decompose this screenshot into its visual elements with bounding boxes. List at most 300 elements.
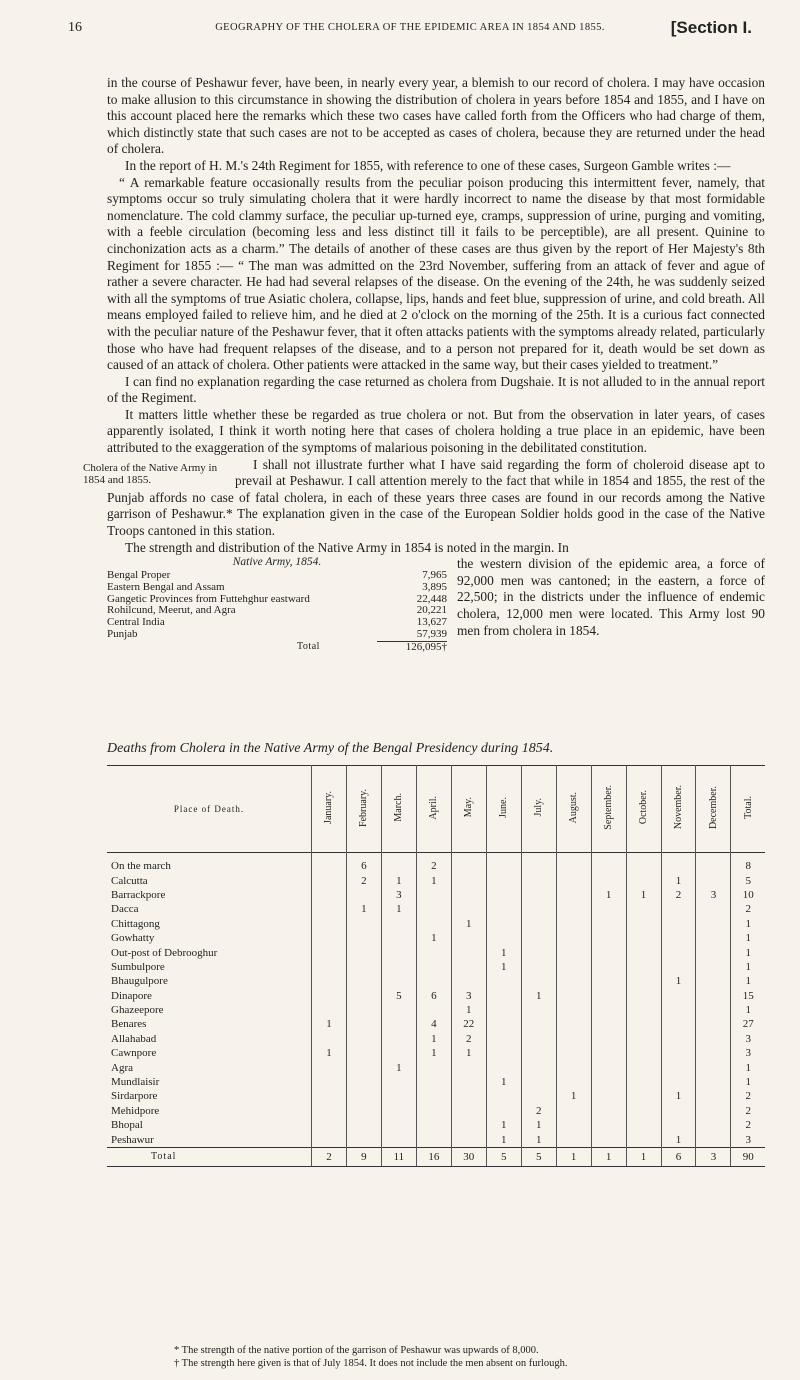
running-title: GEOGRAPHY OF THE CHOLERA OF THE EPIDEMIC AREA IN 1854 AND 1855. bbox=[215, 22, 605, 33]
table-body bbox=[107, 853, 765, 1167]
count-cell bbox=[591, 853, 626, 874]
table-row bbox=[107, 1046, 765, 1060]
month-header bbox=[556, 766, 591, 853]
count-cell bbox=[486, 902, 521, 916]
count-cell bbox=[591, 1032, 626, 1046]
place-cell: Sumbulpore bbox=[111, 960, 165, 973]
month-header bbox=[312, 766, 347, 853]
table-row bbox=[107, 1118, 765, 1132]
count-cell bbox=[591, 1003, 626, 1017]
month-header bbox=[486, 766, 521, 853]
count-cell bbox=[486, 888, 521, 902]
count-cell bbox=[696, 1132, 731, 1147]
footnote-dagger: † The strength here given is that of July 1854. It does not include the men absent on furlough. bbox=[174, 1357, 568, 1369]
region-strength: 22,448 bbox=[416, 592, 447, 605]
table-row bbox=[107, 945, 765, 959]
month-header bbox=[381, 766, 416, 853]
count-cell: 4 bbox=[416, 1017, 451, 1031]
count-cell: 5 bbox=[731, 873, 765, 887]
place-cell: Dinapore bbox=[111, 989, 152, 1002]
region-name: Eastern Bengal and Assam bbox=[107, 580, 225, 593]
count-cell bbox=[696, 1104, 731, 1118]
count-cell: 3 bbox=[731, 1046, 765, 1060]
count-cell bbox=[416, 1118, 451, 1132]
table-row bbox=[107, 1032, 765, 1046]
count-cell bbox=[521, 853, 556, 874]
place-cell: Agra bbox=[111, 1061, 133, 1074]
count-cell bbox=[312, 1104, 347, 1118]
count-cell bbox=[521, 1003, 556, 1017]
count-cell: 8 bbox=[731, 853, 765, 874]
count-cell: 1 bbox=[416, 873, 451, 887]
count-cell bbox=[312, 1075, 347, 1089]
place-cell: Ghazeepore bbox=[111, 1004, 164, 1017]
count-cell bbox=[626, 873, 661, 887]
count-cell bbox=[696, 931, 731, 945]
count-cell bbox=[486, 989, 521, 1003]
count-cell bbox=[661, 1118, 696, 1132]
count-cell bbox=[626, 917, 661, 931]
count-cell bbox=[661, 1046, 696, 1060]
month-header bbox=[731, 766, 765, 853]
count-cell bbox=[486, 1060, 521, 1074]
month-header bbox=[591, 766, 626, 853]
count-cell bbox=[486, 1003, 521, 1017]
count-cell bbox=[626, 931, 661, 945]
count-cell bbox=[591, 1132, 626, 1147]
count-cell bbox=[346, 989, 381, 1003]
count-cell bbox=[451, 1104, 486, 1118]
paragraph: the western division of the epidemic area, a force of 92,000 men was cantoned; in the eastern, a force of 22,500; in the districts under the influence of endemic cholera, 12,000 men were located. This Army lost 90 men from cholera in 1854. bbox=[457, 556, 765, 638]
count-cell bbox=[626, 1046, 661, 1060]
count-cell bbox=[591, 1089, 626, 1103]
place-header bbox=[107, 766, 312, 853]
table-row bbox=[107, 888, 765, 902]
count-cell bbox=[626, 902, 661, 916]
count-cell bbox=[591, 974, 626, 988]
count-cell bbox=[696, 1089, 731, 1103]
month-header-label: July. bbox=[533, 798, 545, 817]
count-cell bbox=[381, 945, 416, 959]
count-cell bbox=[591, 960, 626, 974]
count-cell bbox=[451, 1075, 486, 1089]
count-cell bbox=[626, 1017, 661, 1031]
count-cell: 2 bbox=[451, 1032, 486, 1046]
count-cell: 1 bbox=[451, 1003, 486, 1017]
count-cell bbox=[661, 902, 696, 916]
count-cell bbox=[521, 1046, 556, 1060]
page-header bbox=[68, 20, 752, 42]
count-cell bbox=[486, 1046, 521, 1060]
count-cell bbox=[486, 1104, 521, 1118]
count-cell bbox=[661, 853, 696, 874]
count-cell bbox=[591, 917, 626, 931]
count-cell bbox=[381, 917, 416, 931]
count-cell bbox=[591, 1046, 626, 1060]
count-cell: 1 bbox=[381, 873, 416, 887]
month-header bbox=[626, 766, 661, 853]
paragraph: The strength and distribution of the Native Army in 1854 is noted in the margin. In bbox=[125, 539, 569, 555]
count-cell bbox=[521, 1032, 556, 1046]
table-caption: Deaths from Cholera in the Native Army of the Bengal Presidency during 1854. bbox=[107, 741, 554, 756]
count-cell bbox=[626, 974, 661, 988]
place-cell: Benares bbox=[111, 1018, 147, 1031]
place-cell: Dacca bbox=[111, 903, 139, 916]
count-cell bbox=[661, 960, 696, 974]
count-cell bbox=[381, 960, 416, 974]
region-name: Bengal Proper bbox=[107, 569, 171, 582]
count-cell bbox=[381, 1017, 416, 1031]
count-cell bbox=[591, 873, 626, 887]
page-number: 16 bbox=[68, 20, 82, 35]
count-cell bbox=[416, 1132, 451, 1147]
place-cell: Bhaugulpore bbox=[111, 975, 168, 988]
month-header-label: June. bbox=[498, 797, 510, 818]
count-cell bbox=[346, 1003, 381, 1017]
count-cell bbox=[312, 1032, 347, 1046]
count-cell bbox=[416, 1089, 451, 1103]
count-cell: 6 bbox=[416, 989, 451, 1003]
count-cell: 1 bbox=[556, 1147, 591, 1166]
count-cell bbox=[626, 1075, 661, 1089]
count-cell bbox=[521, 931, 556, 945]
count-cell: 1 bbox=[661, 974, 696, 988]
count-cell: 30 bbox=[451, 1147, 486, 1166]
count-cell bbox=[556, 1017, 591, 1031]
count-cell bbox=[591, 1118, 626, 1132]
count-cell: 1 bbox=[416, 931, 451, 945]
place-header-label: Place of Death. bbox=[173, 804, 245, 814]
count-cell bbox=[556, 1003, 591, 1017]
count-cell bbox=[381, 931, 416, 945]
month-header-label: March. bbox=[393, 793, 405, 822]
count-cell bbox=[312, 1132, 347, 1147]
count-cell bbox=[521, 945, 556, 959]
count-cell bbox=[556, 1132, 591, 1147]
count-cell: 1 bbox=[521, 1118, 556, 1132]
paragraph: in the course of Peshawur fever, have been, in nearly every year, a blemish to our record of cholera. I may have occasion to make allusion to this circumstance in showing the distribution of cholera in years before 1854 and 1855, and I have on this account placed here the remarks which these two cases have called forth from the Officers who had charge of them, which distinctly state that such cases are not to be accepted as cases of cholera, because they are returned under the head of cholera. bbox=[107, 75, 765, 157]
count-cell bbox=[521, 873, 556, 887]
count-cell bbox=[312, 1060, 347, 1074]
count-cell bbox=[556, 960, 591, 974]
count-cell bbox=[486, 853, 521, 874]
place-cell: Sirdarpore bbox=[111, 1090, 158, 1103]
table-row bbox=[107, 931, 765, 945]
place-cell: Allahabad bbox=[111, 1032, 157, 1045]
region-strength: 3,895 bbox=[422, 580, 447, 593]
count-cell bbox=[416, 902, 451, 916]
count-cell bbox=[486, 1089, 521, 1103]
count-cell: 2 bbox=[731, 1089, 765, 1103]
count-cell bbox=[346, 1132, 381, 1147]
count-cell: 1 bbox=[521, 1132, 556, 1147]
count-cell: 2 bbox=[731, 1118, 765, 1132]
count-cell bbox=[696, 945, 731, 959]
count-cell bbox=[381, 1075, 416, 1089]
count-cell bbox=[661, 1060, 696, 1074]
count-cell bbox=[696, 989, 731, 1003]
count-cell bbox=[556, 873, 591, 887]
table-row bbox=[107, 1003, 765, 1017]
count-cell: 1 bbox=[346, 902, 381, 916]
count-cell: 2 bbox=[661, 888, 696, 902]
count-cell: 2 bbox=[731, 902, 765, 916]
paragraph: It matters little whether these be regarded as true cholera or not. But from the observation in later years, of cases apparently isolated, I think it worth noting here that cases of cholera holding a true place in an epidemic, have been attributed to the exaggeration of the symptoms of malarious poisoning in the debilitated constitution. bbox=[107, 406, 765, 456]
count-cell: 16 bbox=[416, 1147, 451, 1166]
count-cell bbox=[521, 1089, 556, 1103]
region-name: Gangetic Provinces from Futtehghur eastward bbox=[107, 592, 310, 605]
count-cell bbox=[556, 1046, 591, 1060]
count-cell: 1 bbox=[416, 1032, 451, 1046]
count-cell: 1 bbox=[486, 1118, 521, 1132]
count-cell bbox=[451, 902, 486, 916]
count-cell bbox=[661, 945, 696, 959]
region-strength: 7,965 bbox=[422, 569, 447, 582]
month-header bbox=[346, 766, 381, 853]
count-cell bbox=[451, 853, 486, 874]
count-cell: 1 bbox=[451, 917, 486, 931]
count-cell bbox=[451, 931, 486, 945]
table-row bbox=[107, 853, 765, 874]
count-cell bbox=[661, 931, 696, 945]
region-strength: 13,627 bbox=[416, 616, 447, 629]
count-cell bbox=[381, 974, 416, 988]
count-cell bbox=[346, 931, 381, 945]
count-cell: 3 bbox=[731, 1032, 765, 1046]
count-cell bbox=[521, 974, 556, 988]
paragraph: In the report of H. M.'s 24th Regiment for 1855, with reference to one of these cases, Surgeon Gamble writes :— bbox=[125, 157, 731, 173]
count-cell bbox=[381, 1118, 416, 1132]
count-cell bbox=[381, 1003, 416, 1017]
count-cell bbox=[626, 1132, 661, 1147]
count-cell bbox=[661, 1032, 696, 1046]
count-cell bbox=[312, 989, 347, 1003]
region-strength: 57,939 bbox=[416, 628, 447, 640]
count-cell bbox=[346, 1046, 381, 1060]
count-cell bbox=[661, 917, 696, 931]
place-cell: Gowhatty bbox=[111, 932, 155, 945]
section-label: [Section I. bbox=[670, 18, 752, 37]
month-header-label: February. bbox=[358, 788, 370, 827]
native-army-table bbox=[107, 557, 447, 653]
count-cell bbox=[312, 974, 347, 988]
count-cell bbox=[312, 931, 347, 945]
count-cell: 3 bbox=[696, 1147, 731, 1166]
paragraph: I can find no explanation regarding the case returned as cholera from Dugshaie. It is not alluded to in the annual report of the Regiment. bbox=[107, 373, 765, 406]
count-cell bbox=[556, 1104, 591, 1118]
table-row bbox=[107, 1104, 765, 1118]
place-cell: Calcutta bbox=[111, 874, 148, 887]
region-name: Rohilcund, Meerut, and Agra bbox=[107, 604, 236, 617]
count-cell bbox=[521, 1060, 556, 1074]
body-text bbox=[83, 75, 765, 656]
count-cell bbox=[416, 945, 451, 959]
count-cell: 5 bbox=[521, 1147, 556, 1166]
count-cell: 15 bbox=[731, 989, 765, 1003]
count-cell bbox=[696, 1118, 731, 1132]
count-cell bbox=[451, 1060, 486, 1074]
count-cell bbox=[381, 1104, 416, 1118]
count-cell: 2 bbox=[416, 853, 451, 874]
count-cell bbox=[346, 1089, 381, 1103]
place-cell: Mehidpore bbox=[111, 1104, 160, 1117]
count-cell: 1 bbox=[731, 1075, 765, 1089]
count-cell: 27 bbox=[731, 1017, 765, 1031]
count-cell bbox=[416, 888, 451, 902]
native-army-rows bbox=[107, 570, 447, 641]
region-strength: 20,221 bbox=[416, 604, 447, 617]
count-cell: 5 bbox=[381, 989, 416, 1003]
count-cell bbox=[416, 1075, 451, 1089]
count-cell: 1 bbox=[486, 1075, 521, 1089]
count-cell: 1 bbox=[731, 1060, 765, 1074]
count-cell: 1 bbox=[591, 1147, 626, 1166]
count-cell bbox=[661, 1075, 696, 1089]
place-cell: Mundlaisir bbox=[111, 1076, 160, 1089]
count-cell bbox=[416, 1003, 451, 1017]
count-cell bbox=[556, 1075, 591, 1089]
footnotes bbox=[120, 1345, 760, 1370]
count-cell bbox=[556, 989, 591, 1003]
count-cell bbox=[312, 902, 347, 916]
count-cell: 3 bbox=[451, 989, 486, 1003]
count-cell bbox=[346, 1104, 381, 1118]
month-header bbox=[451, 766, 486, 853]
count-cell bbox=[312, 960, 347, 974]
native-army-total: 126,095† bbox=[377, 641, 447, 654]
count-cell bbox=[696, 853, 731, 874]
count-cell: 1 bbox=[381, 1060, 416, 1074]
count-cell bbox=[661, 1017, 696, 1031]
count-cell bbox=[696, 974, 731, 988]
count-cell bbox=[451, 1132, 486, 1147]
count-cell: 1 bbox=[591, 888, 626, 902]
count-cell bbox=[696, 1060, 731, 1074]
count-cell: 3 bbox=[381, 888, 416, 902]
month-header-label: November. bbox=[673, 785, 684, 830]
count-cell bbox=[346, 1017, 381, 1031]
count-cell bbox=[416, 960, 451, 974]
place-cell: On the march bbox=[111, 860, 171, 873]
count-cell bbox=[416, 1060, 451, 1074]
table-header-row bbox=[107, 766, 765, 853]
count-cell: 1 bbox=[731, 931, 765, 945]
count-cell bbox=[556, 931, 591, 945]
place-cell: Bhopal bbox=[111, 1119, 143, 1132]
count-cell: 3 bbox=[696, 888, 731, 902]
native-army-title: Native Army, 1854. bbox=[232, 556, 322, 569]
count-cell bbox=[346, 960, 381, 974]
native-army-total-label: Total bbox=[297, 640, 320, 652]
month-header bbox=[696, 766, 731, 853]
table-row bbox=[107, 1060, 765, 1074]
count-cell bbox=[312, 1118, 347, 1132]
month-header-label: April. bbox=[428, 795, 440, 820]
count-cell bbox=[521, 1075, 556, 1089]
table-total-row bbox=[107, 1147, 765, 1166]
count-cell bbox=[312, 1003, 347, 1017]
count-cell: 11 bbox=[381, 1147, 416, 1166]
count-cell bbox=[346, 1118, 381, 1132]
count-cell: 22 bbox=[451, 1017, 486, 1031]
count-cell bbox=[451, 1089, 486, 1103]
count-cell bbox=[346, 974, 381, 988]
footnote-star: * The strength of the native portion of the garrison of Peshawur was upwards of 8,000. bbox=[174, 1345, 539, 1356]
count-cell: 1 bbox=[312, 1017, 347, 1031]
count-cell: 1 bbox=[451, 1046, 486, 1060]
count-cell bbox=[346, 1060, 381, 1074]
count-cell: 1 bbox=[731, 974, 765, 988]
month-header bbox=[521, 766, 556, 853]
count-cell bbox=[556, 853, 591, 874]
table-row bbox=[107, 1089, 765, 1103]
count-cell: 2 bbox=[312, 1147, 347, 1166]
count-cell: 9 bbox=[346, 1147, 381, 1166]
count-cell bbox=[486, 873, 521, 887]
month-header-label: January. bbox=[323, 791, 335, 824]
table-row bbox=[107, 1132, 765, 1147]
count-cell bbox=[626, 1089, 661, 1103]
count-cell bbox=[521, 888, 556, 902]
count-cell: 1 bbox=[626, 1147, 661, 1166]
count-cell bbox=[486, 917, 521, 931]
month-header bbox=[661, 766, 696, 853]
count-cell bbox=[521, 1017, 556, 1031]
count-cell: 2 bbox=[521, 1104, 556, 1118]
count-cell bbox=[661, 1003, 696, 1017]
count-cell bbox=[521, 902, 556, 916]
count-cell bbox=[556, 945, 591, 959]
margin-note: Cholera of the Native Army in 1854 and 1855. bbox=[83, 461, 218, 486]
count-cell bbox=[696, 1003, 731, 1017]
paragraph-text: I shall not illustrate further what I have said regarding the form of choleroid disease apt to prevail at Peshawur. I call attention merely to the fact that while in 1854 and 1855, the rest of the Punjab affords no case of fatal cholera, in each of these years three cases are found in our records among the Native garrison of Peshawur.* The explanation given in the case of the European Soldier holds good in the case of the Native Troops cantoned in this station. bbox=[107, 456, 765, 539]
month-header-label: October. bbox=[638, 790, 650, 825]
count-cell bbox=[556, 974, 591, 988]
count-cell bbox=[626, 1104, 661, 1118]
count-cell bbox=[312, 853, 347, 874]
count-cell: 1 bbox=[312, 1046, 347, 1060]
paragraph: “ A remarkable feature occasionally results from the peculiar poison producing this intermittent fever, namely, that symptoms occur so truly simulating cholera that it were hardly incorrect to name the disease by that most formidable nomenclature. The cold clammy surface, the peculiar up-turned eye, cramps, suppression of urine, purging and vomiting, with a feeble circulation (becoming less and less distinct till it fails to be perceptible), are all present. Quinine to cinchonization acts as a charm.” The details of another of these cases are thus given by the report of Her Majesty's 8th Regiment for 1855 :— “ The man was admitted on the 23rd November, suffering from an attack of fever and ague of rather a severe character. He had had several relapses of the disease. On the evening of the 24th, he was suddenly seized with all the symptoms of true Asiatic cholera, collapse, lips, hands and feet blue, suppression of urine, and cold breath. All means employed failed to relieve him, and he died at 2 o'clock on the morning of the 25th. It is a curious fact connected with the peculiar nature of the Peshawur fever, that it often attacks patients with the symptoms already related, particularly those who have had frequent relapses of the disease, and to a person not prepared for it, death would be set down as caused of an attack of cholera. Other patients were attacked in the same way, but their cases yielded to treatment.” bbox=[107, 174, 765, 373]
count-cell bbox=[696, 902, 731, 916]
count-cell bbox=[696, 1075, 731, 1089]
count-cell bbox=[312, 917, 347, 931]
table-row bbox=[107, 960, 765, 974]
count-cell bbox=[556, 1118, 591, 1132]
count-cell: 10 bbox=[731, 888, 765, 902]
count-cell: 1 bbox=[486, 960, 521, 974]
place-cell: Out-post of Debrooghur bbox=[111, 946, 218, 959]
count-cell bbox=[521, 960, 556, 974]
count-cell bbox=[626, 1032, 661, 1046]
count-cell bbox=[486, 974, 521, 988]
count-cell bbox=[451, 888, 486, 902]
count-cell bbox=[556, 902, 591, 916]
count-cell bbox=[626, 1060, 661, 1074]
count-cell bbox=[416, 917, 451, 931]
count-cell: 1 bbox=[731, 945, 765, 959]
table-row bbox=[107, 989, 765, 1003]
count-cell bbox=[696, 917, 731, 931]
table-row bbox=[107, 974, 765, 988]
count-cell bbox=[312, 873, 347, 887]
region-name: Punjab bbox=[107, 628, 138, 640]
count-cell: 1 bbox=[731, 960, 765, 974]
count-cell bbox=[381, 1089, 416, 1103]
count-cell bbox=[591, 902, 626, 916]
count-cell bbox=[346, 917, 381, 931]
count-cell bbox=[591, 945, 626, 959]
count-cell bbox=[626, 960, 661, 974]
